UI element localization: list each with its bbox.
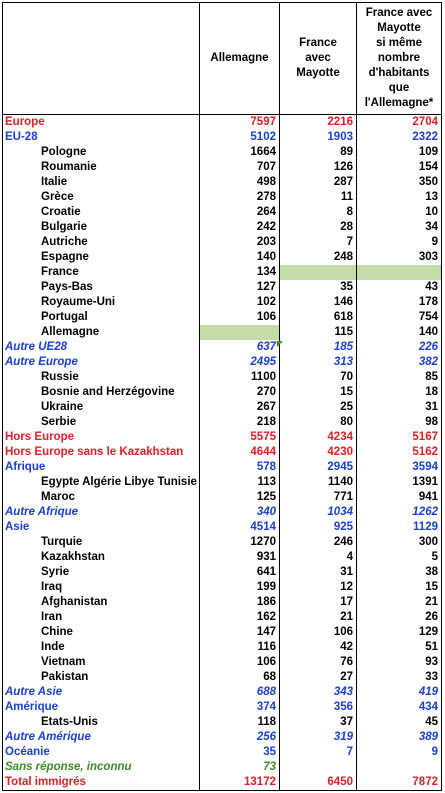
- value-france-mayotte: 343: [279, 685, 356, 700]
- value-france-mayotte: 17: [279, 595, 356, 610]
- table-row: [2, 280, 442, 295]
- value-france-adjusted: 3594: [356, 460, 442, 475]
- value-allemagne: 125: [199, 490, 279, 505]
- value-allemagne: 73: [199, 760, 279, 775]
- value-allemagne: 199: [199, 580, 279, 595]
- value-allemagne: 688: [199, 685, 279, 700]
- row-label: Maroc: [2, 490, 199, 505]
- table-row: [2, 550, 442, 565]
- value-allemagne: 637: [199, 340, 279, 355]
- value-france-mayotte: 1903: [279, 130, 356, 145]
- row-label: Europe: [2, 115, 199, 130]
- table-row: [2, 730, 442, 745]
- table-row: [2, 490, 442, 505]
- row-label: Pays-Bas: [2, 280, 199, 295]
- table-row: [2, 625, 442, 640]
- value-france-mayotte: 2945: [279, 460, 356, 475]
- value-france-adjusted: 1391: [356, 475, 442, 490]
- value-france-adjusted: 129: [356, 625, 442, 640]
- row-label: EU-28: [2, 130, 199, 145]
- value-allemagne: 140: [199, 250, 279, 265]
- value-allemagne: 102: [199, 295, 279, 310]
- value-allemagne: 134: [199, 265, 279, 280]
- value-france-adjusted: [356, 265, 442, 280]
- row-label: Afrique: [2, 460, 199, 475]
- table-row: [2, 670, 442, 685]
- value-france-adjusted: 98: [356, 415, 442, 430]
- value-france-mayotte: 21: [279, 610, 356, 625]
- table-header: [2, 2, 442, 115]
- header-label-cell: [2, 3, 199, 114]
- value-france-adjusted: 18: [356, 385, 442, 400]
- value-allemagne: 147: [199, 625, 279, 640]
- row-label: Chine: [2, 625, 199, 640]
- value-allemagne: 162: [199, 610, 279, 625]
- row-label: Autre Afrique: [2, 505, 199, 520]
- value-allemagne: 498: [199, 175, 279, 190]
- value-france-adjusted: 2704: [356, 115, 442, 130]
- value-allemagne: 116: [199, 640, 279, 655]
- table-row: [2, 220, 442, 235]
- value-france-mayotte: [279, 265, 356, 280]
- table-row: [2, 775, 442, 791]
- value-france-adjusted: 434: [356, 700, 442, 715]
- value-france-mayotte: 6450: [279, 775, 356, 790]
- value-france-adjusted: 45: [356, 715, 442, 730]
- table-row: [2, 160, 442, 175]
- value-france-adjusted: 33: [356, 670, 442, 685]
- value-allemagne: 641: [199, 565, 279, 580]
- header-france-adjusted: France avec Mayotte si même nombre d'habitants que l'Allemagne*: [356, 3, 442, 114]
- value-allemagne: 340: [199, 505, 279, 520]
- value-france-mayotte: 618: [279, 310, 356, 325]
- table-row: [2, 565, 442, 580]
- value-france-mayotte: 4234: [279, 430, 356, 445]
- value-france-mayotte: 146: [279, 295, 356, 310]
- value-allemagne: 1664: [199, 145, 279, 160]
- value-france-mayotte: 771: [279, 490, 356, 505]
- value-france-mayotte: 4230: [279, 445, 356, 460]
- row-label: Sans réponse, inconnu: [2, 760, 199, 775]
- value-france-adjusted: 5162: [356, 445, 442, 460]
- value-allemagne: 2495: [199, 355, 279, 370]
- value-france-adjusted: 178: [356, 295, 442, 310]
- value-france-adjusted: 38: [356, 565, 442, 580]
- table-row: [2, 355, 442, 370]
- value-france-adjusted: 7872: [356, 775, 442, 790]
- row-label: Ukraine: [2, 400, 199, 415]
- row-label: Croatie: [2, 205, 199, 220]
- value-france-adjusted: 85: [356, 370, 442, 385]
- table-row: [2, 175, 442, 190]
- value-france-adjusted: 109: [356, 145, 442, 160]
- value-allemagne: 374: [199, 700, 279, 715]
- table-row: [2, 385, 442, 400]
- value-allemagne: 578: [199, 460, 279, 475]
- value-allemagne: 4644: [199, 445, 279, 460]
- value-france-mayotte: 12: [279, 580, 356, 595]
- value-allemagne: 707: [199, 160, 279, 175]
- row-label: Asie: [2, 520, 199, 535]
- table-row: [2, 340, 442, 355]
- table-row: [2, 580, 442, 595]
- value-allemagne: 106: [199, 655, 279, 670]
- value-france-adjusted: 350: [356, 175, 442, 190]
- table-row: [2, 640, 442, 655]
- row-label: France: [2, 265, 199, 280]
- row-label: Grèce: [2, 190, 199, 205]
- row-label: Allemagne: [2, 325, 199, 340]
- table-row: [2, 430, 442, 445]
- value-france-adjusted: 303: [356, 250, 442, 265]
- value-allemagne: 242: [199, 220, 279, 235]
- table-row: [2, 685, 442, 700]
- row-label: Egypte Algérie Libye Tunisie: [2, 475, 199, 490]
- value-france-mayotte: 287: [279, 175, 356, 190]
- value-allemagne: 218: [199, 415, 279, 430]
- row-label: Serbie: [2, 415, 199, 430]
- row-label: Roumanie: [2, 160, 199, 175]
- table-row: [2, 235, 442, 250]
- value-france-mayotte: 356: [279, 700, 356, 715]
- table-row: [2, 745, 442, 760]
- row-label: Etats-Unis: [2, 715, 199, 730]
- value-france-mayotte: 106: [279, 625, 356, 640]
- value-france-mayotte: [279, 760, 356, 775]
- header-allemagne: Allemagne: [199, 3, 279, 114]
- value-allemagne: 5575: [199, 430, 279, 445]
- value-france-mayotte: 246: [279, 535, 356, 550]
- row-label: Espagne: [2, 250, 199, 265]
- table-row: [2, 475, 442, 490]
- table-row: [2, 535, 442, 550]
- value-france-mayotte: 35: [279, 280, 356, 295]
- table-row: [2, 415, 442, 430]
- value-france-adjusted: 93: [356, 655, 442, 670]
- value-france-mayotte: 185: [279, 340, 356, 355]
- row-label: Afghanistan: [2, 595, 199, 610]
- value-france-adjusted: 21: [356, 595, 442, 610]
- value-france-mayotte: 25: [279, 400, 356, 415]
- value-france-adjusted: 941: [356, 490, 442, 505]
- value-france-mayotte: 15: [279, 385, 356, 400]
- value-france-mayotte: 248: [279, 250, 356, 265]
- value-france-adjusted: 10: [356, 205, 442, 220]
- table-row: [2, 445, 442, 460]
- table-row: [2, 205, 442, 220]
- value-allemagne: [199, 325, 279, 340]
- table-row: [2, 760, 442, 775]
- row-label: Iraq: [2, 580, 199, 595]
- table-row: [2, 460, 442, 475]
- value-france-mayotte: 27: [279, 670, 356, 685]
- table-row: [2, 325, 442, 340]
- row-label: Russie: [2, 370, 199, 385]
- value-allemagne: 4514: [199, 520, 279, 535]
- value-france-mayotte: 42: [279, 640, 356, 655]
- value-france-adjusted: 389: [356, 730, 442, 745]
- row-label: Bulgarie: [2, 220, 199, 235]
- value-allemagne: 5102: [199, 130, 279, 145]
- value-france-adjusted: 226: [356, 340, 442, 355]
- table-row: [2, 295, 442, 310]
- row-label: Autre Asie: [2, 685, 199, 700]
- table-row: [2, 130, 442, 145]
- table-row: [2, 115, 442, 130]
- value-allemagne: 7597: [199, 115, 279, 130]
- value-france-adjusted: 754: [356, 310, 442, 325]
- table-row: [2, 145, 442, 160]
- value-france-adjusted: 34: [356, 220, 442, 235]
- row-label: Italie: [2, 175, 199, 190]
- table-row: [2, 190, 442, 205]
- table-row: [2, 595, 442, 610]
- row-label: Portugal: [2, 310, 199, 325]
- value-allemagne: 68: [199, 670, 279, 685]
- value-france-mayotte: 2216: [279, 115, 356, 130]
- row-label: Iran: [2, 610, 199, 625]
- table-row: [2, 715, 442, 730]
- table-row: [2, 265, 442, 280]
- row-label: Autre Amérique: [2, 730, 199, 745]
- row-label: Pakistan: [2, 670, 199, 685]
- value-france-adjusted: 154: [356, 160, 442, 175]
- value-france-mayotte: 37: [279, 715, 356, 730]
- value-france-adjusted: 51: [356, 640, 442, 655]
- value-france-adjusted: 1262: [356, 505, 442, 520]
- row-label: Autriche: [2, 235, 199, 250]
- value-allemagne: 35: [199, 745, 279, 760]
- value-france-adjusted: 2322: [356, 130, 442, 145]
- value-france-mayotte: 28: [279, 220, 356, 235]
- value-france-mayotte: 80: [279, 415, 356, 430]
- value-france-mayotte: 115: [279, 325, 356, 340]
- value-france-mayotte: 89: [279, 145, 356, 160]
- row-label: Turquie: [2, 535, 199, 550]
- table-row: [2, 610, 442, 625]
- value-france-adjusted: 26: [356, 610, 442, 625]
- value-france-adjusted: 31: [356, 400, 442, 415]
- row-label: Royaume-Uni: [2, 295, 199, 310]
- value-allemagne: 13172: [199, 775, 279, 790]
- value-france-adjusted: 5167: [356, 430, 442, 445]
- value-france-adjusted: 43: [356, 280, 442, 295]
- value-france-mayotte: 4: [279, 550, 356, 565]
- immigration-table: [2, 2, 442, 791]
- value-france-adjusted: [356, 760, 442, 775]
- table-row: [2, 310, 442, 325]
- table-row: [2, 700, 442, 715]
- value-france-mayotte: 8: [279, 205, 356, 220]
- value-france-adjusted: 9: [356, 745, 442, 760]
- value-allemagne: 127: [199, 280, 279, 295]
- value-france-adjusted: 13: [356, 190, 442, 205]
- row-label: Kazakhstan: [2, 550, 199, 565]
- table-body: [2, 115, 442, 791]
- value-france-mayotte: 313: [279, 355, 356, 370]
- table-row: [2, 655, 442, 670]
- value-allemagne: 1270: [199, 535, 279, 550]
- value-france-mayotte: 76: [279, 655, 356, 670]
- value-allemagne: 186: [199, 595, 279, 610]
- value-france-mayotte: 7: [279, 235, 356, 250]
- value-france-mayotte: 925: [279, 520, 356, 535]
- value-france-adjusted: 15: [356, 580, 442, 595]
- header-france-mayotte: France avec Mayotte: [279, 3, 356, 114]
- table-row: [2, 370, 442, 385]
- value-france-mayotte: 126: [279, 160, 356, 175]
- value-france-mayotte: 70: [279, 370, 356, 385]
- value-france-adjusted: 1129: [356, 520, 442, 535]
- value-allemagne: 106: [199, 310, 279, 325]
- row-label: Amérique: [2, 700, 199, 715]
- row-label: Syrie: [2, 565, 199, 580]
- row-label: Autre UE28: [2, 340, 199, 355]
- row-label: Bosnie and Herzégovine: [2, 385, 199, 400]
- value-france-adjusted: 382: [356, 355, 442, 370]
- value-france-adjusted: 300: [356, 535, 442, 550]
- value-france-mayotte: 31: [279, 565, 356, 580]
- table-row: [2, 400, 442, 415]
- value-allemagne: 278: [199, 190, 279, 205]
- table-row: [2, 505, 442, 520]
- table-row: [2, 250, 442, 265]
- row-label: Hors Europe sans le Kazakhstan: [2, 445, 199, 460]
- comment-marker-icon: [277, 341, 283, 347]
- value-france-adjusted: 5: [356, 550, 442, 565]
- row-label: Vietnam: [2, 655, 199, 670]
- value-france-adjusted: 9: [356, 235, 442, 250]
- row-label: Inde: [2, 640, 199, 655]
- value-france-adjusted: 419: [356, 685, 442, 700]
- value-allemagne: 267: [199, 400, 279, 415]
- row-label: Hors Europe: [2, 430, 199, 445]
- table-row: [2, 520, 442, 535]
- value-allemagne: 256: [199, 730, 279, 745]
- value-france-mayotte: 1034: [279, 505, 356, 520]
- value-allemagne: 118: [199, 715, 279, 730]
- row-label: Océanie: [2, 745, 199, 760]
- row-label: Autre Europe: [2, 355, 199, 370]
- value-france-mayotte: 11: [279, 190, 356, 205]
- value-allemagne: 203: [199, 235, 279, 250]
- value-allemagne: 270: [199, 385, 279, 400]
- value-allemagne: 931: [199, 550, 279, 565]
- value-allemagne: 113: [199, 475, 279, 490]
- value-france-adjusted: 140: [356, 325, 442, 340]
- value-france-mayotte: 1140: [279, 475, 356, 490]
- value-allemagne: 1100: [199, 370, 279, 385]
- value-france-mayotte: 319: [279, 730, 356, 745]
- value-france-mayotte: 7: [279, 745, 356, 760]
- row-label: Pologne: [2, 145, 199, 160]
- row-label: Total immigrés: [2, 775, 199, 790]
- value-allemagne: 264: [199, 205, 279, 220]
